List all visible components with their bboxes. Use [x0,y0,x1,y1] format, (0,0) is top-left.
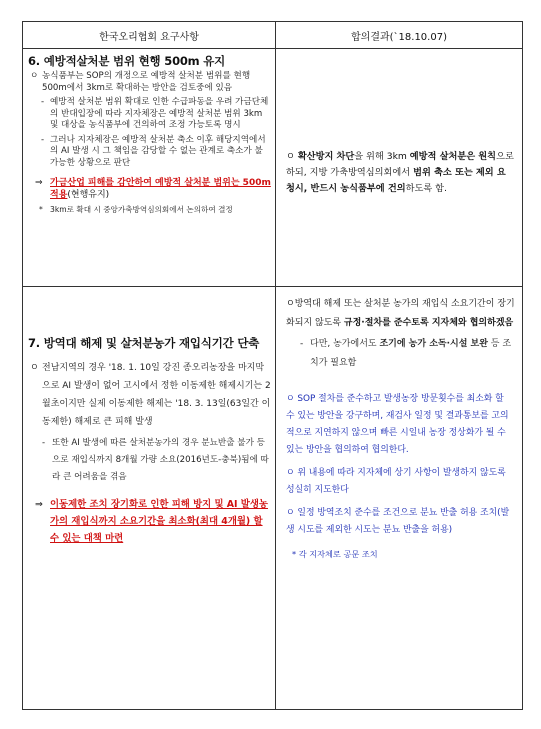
section6-conclusion-tail: (현행유지) [67,190,110,200]
table-header-row [23,22,523,49]
section6-sub2 [28,135,271,170]
section7-result-cell [276,287,523,710]
section6-title: 6. 예방적살처분 범위 현행 500m 유지 [28,54,226,68]
section6-note [28,205,271,215]
section6-result [286,149,514,197]
table-row-section7 [23,287,523,710]
section7-result-sub-text1: 다만, 농가에서도 [310,339,380,349]
arrow-mark: ⇒ [35,178,43,188]
section6-result-bold1: 확산방지 차단 [297,151,355,162]
section6-result-bold3: 범위 축소 또는 제외 요청시, 반드시 농식품부에 건의 [286,167,506,194]
section6-result-text2: 으로 하되, 지방 가축방역심의회에서 [286,151,514,178]
section7-title: 7. 방역대 해제 및 살처분농가 재입식기간 단축 [28,336,260,350]
asterisk-mark: * [39,205,43,214]
section6-result-text3: 하도록 함. [405,183,447,194]
section6-sub1 [28,97,271,132]
section7-result-sub-bold: 조기에 농가 소독·시설 보완 [379,339,488,349]
section7-result-sub-text2: 등 조치가 필요함 [310,339,512,368]
section6-result-text1: 을 위해 3km [354,151,410,162]
dash-mark: - [41,97,45,107]
section7-result-note: * 각 지자체로 공문 조치 [292,549,378,559]
section7-result-blue3: ㅇ 일정 방역조치 준수를 조건으로 분뇨 반출 허용 조치(발생 시도를 제외한 시도는 분뇨 반출을 허용) [286,508,510,535]
section7-result-p1-text: ㅇ방역대 해제 또는 살처분 농가의 재입식 소요기간이 장기화되지 않도록 [286,299,515,328]
section6-sub2-text: 그러나 지자체장은 예방적 살처분 축소 이후 해당지역에서의 AI 발생 시 그 책임을 감당할 수 없는 관계로 축소가 불가능한 상황으로 판단 [50,134,266,168]
section7-sub-text: 또한 AI 발생에 따른 살처분농가의 경우 분뇨반출 불가 등으로 재입식까지 8개월 가량 소요(2016년도-충북)됨에 따라 큰 어려움을 겪음 [52,438,269,482]
header-right: 합의결과(`18.10.07) [276,22,523,49]
header-left: 한국오리협회 요구사항 [23,22,276,49]
arrow-mark: ⇒ [35,499,43,510]
dash-mark: - [41,134,45,145]
section6-bullet [28,71,271,94]
section6-conclusion-red: 가금산업 피해를 감안하여 예방적 살처분 범위는 500m 적용 [50,178,271,200]
dash-mark: - [300,339,304,349]
section7-bullet-text: 전남지역의 경우 '18. 1. 10일 강진 종오리농장을 마지막으로 AI 발생이 없어 고시에서 정한 이동제한 해제시기는 2월초이지만 실제 이동제한 해제는 '18. 3. 13일(63일간 이동제한) 해제로 큰 피해 발생 [42,363,271,427]
bullet-mark: ㅇ [30,71,39,81]
table-row-section6 [23,49,523,287]
section6-conclusion [28,177,271,201]
section6-request-cell [23,49,276,287]
section7-conclusion [28,496,271,547]
section6-result-bold2: 예방적 살처분은 원칙 [409,151,497,162]
section6-sub1-text: 예방적 살처분 범위 확대로 인한 수급파동을 우려 가금단체의 반대입장에 따라 지자체장은 예방적 살처분 범위 3km 및 대상을 농식품부에 건의하여 조정 가능토록 명시 [50,97,269,130]
section6-note-text: 3km로 확대 시 중앙가축방역심의회에서 논의하여 결정 [50,205,233,214]
section7-result-sub [286,335,515,373]
bullet-mark: ㅇ [30,363,39,373]
section7-result-p1 [286,295,515,333]
section7-bullet [28,359,271,431]
section7-request-cell [23,287,276,710]
agreement-table [22,21,523,710]
section7-conclusion-text: 이동제한 조치 장기화로 인한 피해 방지 및 AI 발생농가의 재입식까지 소요기간을 최소화(최대 4개월) 할 수 있는 대책 마련 [50,499,268,544]
section7-result-blue2: ㅇ 위 내용에 따라 지자체에 상기 사항이 발생하지 않도록 성실히 지도한다 [286,468,506,495]
section7-result-blue1: ㅇ SOP 절차를 준수하고 발생농장 방문횟수를 최소화 할 수 있는 방안을 강구하며, 재검사 일정 및 결과통보를 고의적으로 지연하지 않으며 빠른 시일내 농장 정상화가 될 수 있는 방안을 협의하여 협의한다. [286,394,509,455]
dash-mark: - [42,438,46,448]
section7-sub [28,435,271,486]
section7-result-p1-bold: 규정·절차를 준수토록 지자체와 협의하겠음 [343,318,514,328]
section6-bullet-text: 농식품부는 SOP의 개정으로 예방적 살처분 범위를 현행 500m에서 3km로 확대하는 방안을 검토중에 있음 [42,71,251,93]
section6-result-cell [276,49,523,287]
section6-result-mark: ㅇ [286,151,295,162]
